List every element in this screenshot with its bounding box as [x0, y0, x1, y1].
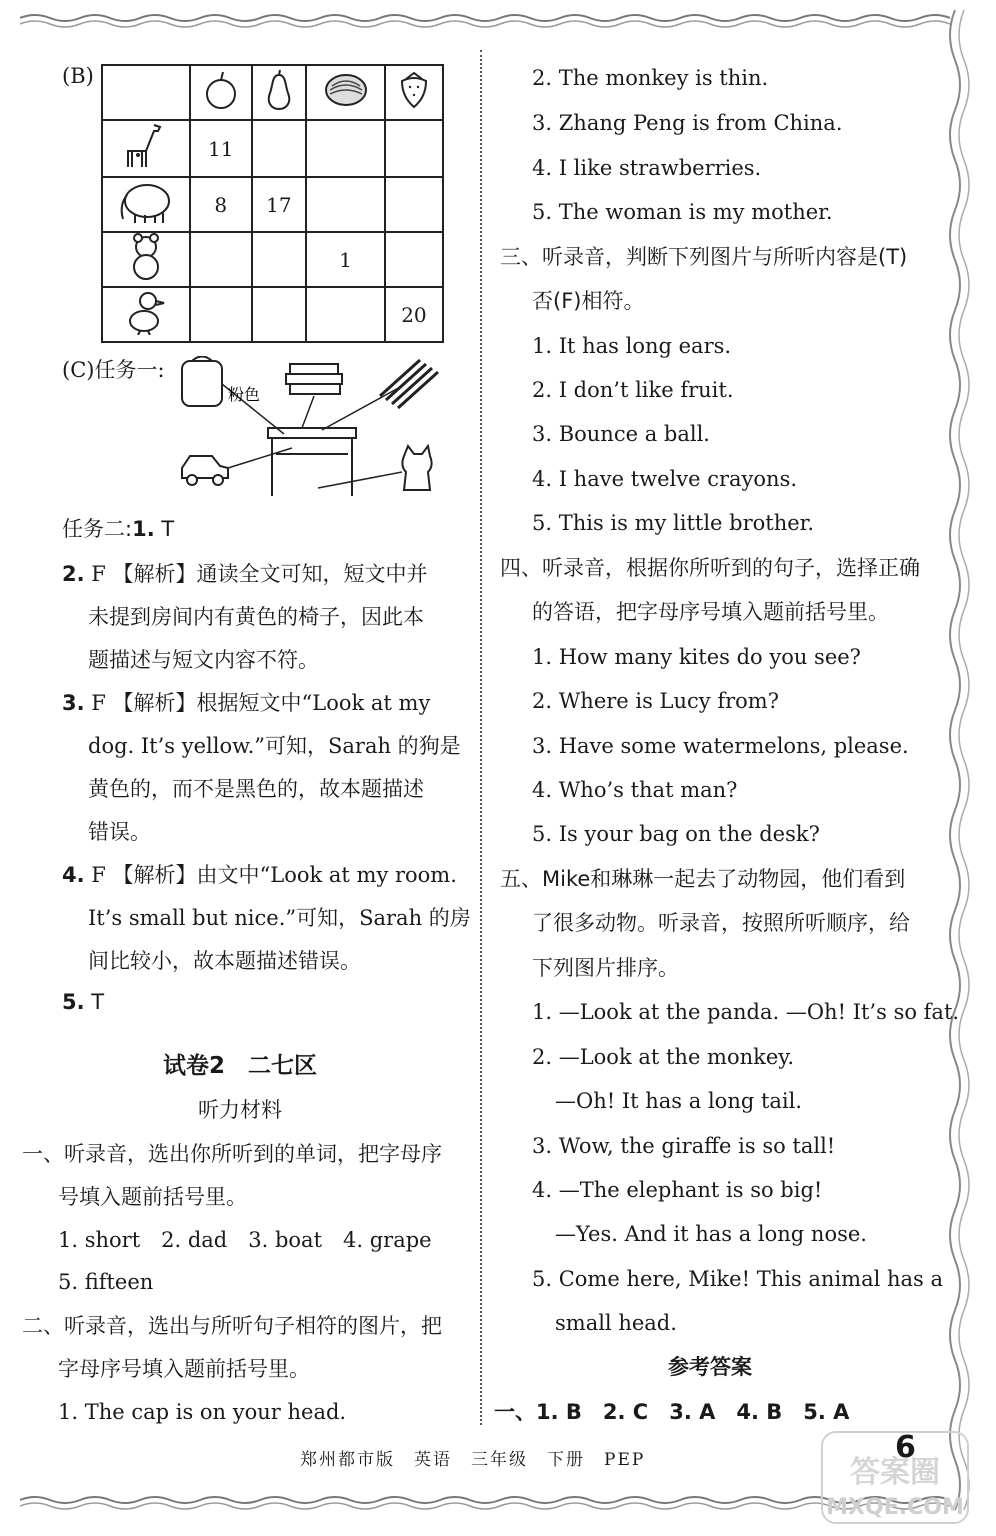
task2-item-5: 5. T [62, 990, 105, 1014]
cell-r2c2: 17 [252, 177, 307, 232]
section-1-heading-cont: 号填入题前括号里。 [58, 1185, 247, 1209]
pear-icon [252, 65, 307, 120]
task2-item-3-line: 黄色的，而不是黑色的，故本题描述 [88, 777, 424, 801]
task2-item-2-line: 未提到房间内有黄色的椅子，因此本 [88, 605, 424, 629]
grid-cell [385, 120, 443, 177]
section-5-heading-cont: 下列图片排序。 [532, 956, 679, 980]
task2-item-4-line: It’s small but nice.”可知，Sarah 的房 [88, 906, 471, 930]
color-tag: 粉色 [228, 385, 261, 404]
apple-icon [190, 65, 252, 120]
cell-r4c4: 20 [385, 287, 443, 342]
section-4-heading: 四、听录音，根据你所听到的句子，选择正确 [500, 556, 920, 580]
section-3-sentence: 1. It has long ears. [532, 334, 732, 358]
cell-r3c3: 1 [306, 232, 385, 287]
giraffe-icon [102, 120, 190, 177]
cell-r1c1: 11 [190, 120, 252, 177]
paper2-subtitle: 听力材料 [198, 1098, 282, 1122]
section-2-sentence-1: 1. The cap is on your head. [58, 1400, 347, 1424]
grid-cell [306, 120, 385, 177]
section-3-heading-cont: 否(F)相符。 [532, 289, 645, 313]
right-wavy-border [940, 10, 980, 1510]
grid-cell [252, 232, 307, 287]
footer-text: 郑州都市版 英语 三年级 下册 PEP [300, 1450, 646, 1470]
section-1-words-cont: 5. fifteen [58, 1270, 154, 1294]
elephant-icon [102, 177, 190, 232]
reference-answers: 一、1. B 2. C 3. A 4. B 5. A [494, 1400, 850, 1424]
section-2-sentence: 3. Zhang Peng is from China. [532, 111, 843, 135]
section-5-heading: 五、Mike和琳琳一起去了动物园，他们看到 [500, 867, 906, 891]
strawberry-icon [385, 65, 443, 120]
section-4-sentence: 3. Have some watermelons, please. [532, 734, 909, 758]
section-5-sentence: 5. Come here, Mike! This animal has a [532, 1267, 943, 1291]
grid-cell [252, 287, 307, 342]
svg-text:答案圈: 答案圈 [850, 1455, 940, 1490]
section-3-sentence: 2. I don’t like fruit. [532, 378, 734, 402]
bottom-wavy-border [20, 1492, 950, 1514]
grid-label: (B) [62, 64, 94, 88]
section-5-heading-cont: 了很多动物。听录音，按照所听顺序，给 [532, 911, 910, 935]
section-1-heading: 一、听录音，选出你所听到的单词，把字母序 [22, 1142, 442, 1166]
column-divider [480, 50, 482, 1425]
section-3-sentence: 3. Bounce a ball. [532, 422, 710, 446]
task2-item-4-line: 间比较小，故本题描述错误。 [88, 949, 361, 973]
section-5-sentence: —Oh! It has a long tail. [555, 1089, 803, 1113]
duck-icon [102, 287, 190, 342]
task2-item-3: 3. F 【解析】根据短文中“Look at my [62, 691, 431, 715]
page-number: 6 [895, 1430, 916, 1465]
grid-cell [306, 287, 385, 342]
section-3-sentence: 4. I have twelve crayons. [532, 467, 798, 491]
section-4-heading-cont: 的答语，把字母序号填入题前括号里。 [532, 600, 889, 624]
section-4-sentence: 1. How many kites do you see? [532, 645, 861, 669]
section-2-sentence: 4. I like strawberries. [532, 156, 762, 180]
grid-cell [190, 287, 252, 342]
grid-cell [385, 177, 443, 232]
animal-fruit-grid [101, 64, 444, 343]
watermelon-icon [306, 65, 385, 120]
task2-title: 任务二:1. T [62, 517, 175, 541]
bear-icon [102, 232, 190, 287]
section-4-sentence: 2. Where is Lucy from? [532, 689, 779, 713]
section-3-heading: 三、听录音，判断下列图片与所听内容是(T) [500, 245, 908, 269]
grid-corner [102, 65, 190, 120]
section-5-sentence: —Yes. And it has a long nose. [555, 1222, 867, 1246]
section-1-words: 1. short 2. dad 3. boat 4. grape [58, 1228, 432, 1252]
section-2-sentence: 2. The monkey is thin. [532, 66, 769, 90]
reference-answers-title: 参考答案 [668, 1355, 752, 1379]
section-5-sentence: 1. —Look at the panda. —Oh! It’s so fat. [532, 1000, 960, 1024]
part-c-label: (C)任务一: [62, 358, 165, 382]
grid-cell [385, 232, 443, 287]
section-3-sentence: 5. This is my little brother. [532, 511, 815, 535]
section-2-sentence: 5. The woman is my mother. [532, 200, 833, 224]
svg-text:MXQE.COM: MXQE.COM [826, 1495, 964, 1520]
task2-item-2: 2. F 【解析】通读全文可知，短文中并 [62, 562, 428, 586]
section-4-sentence: 4. Who’s that man? [532, 778, 738, 802]
cell-r2c1: 8 [190, 177, 252, 232]
section-4-sentence: 5. Is your bag on the desk? [532, 822, 820, 846]
task2-item-2-line: 题描述与短文内容不符。 [88, 648, 319, 672]
section-2-heading-cont: 字母序号填入题前括号里。 [58, 1357, 310, 1381]
section-5-sentence: small head. [555, 1311, 677, 1335]
task2-item-3-line: dog. It’s yellow.”可知，Sarah 的狗是 [88, 734, 461, 758]
room-diagram [172, 356, 452, 506]
grid-cell [252, 120, 307, 177]
task2-item-4: 4. F 【解析】由文中“Look at my room. [62, 863, 457, 887]
grid-cell [306, 177, 385, 232]
paper2-title: 试卷2 二七区 [162, 1053, 317, 1079]
task2-item-3-line: 错误。 [88, 820, 151, 844]
top-wavy-border [20, 10, 950, 32]
section-5-sentence: 2. —Look at the monkey. [532, 1045, 795, 1069]
grid-cell [190, 232, 252, 287]
section-5-sentence: 3. Wow, the giraffe is so tall! [532, 1134, 836, 1158]
section-5-sentence: 4. —The elephant is so big! [532, 1178, 823, 1202]
section-2-heading: 二、听录音，选出与所听句子相符的图片，把 [22, 1314, 442, 1338]
